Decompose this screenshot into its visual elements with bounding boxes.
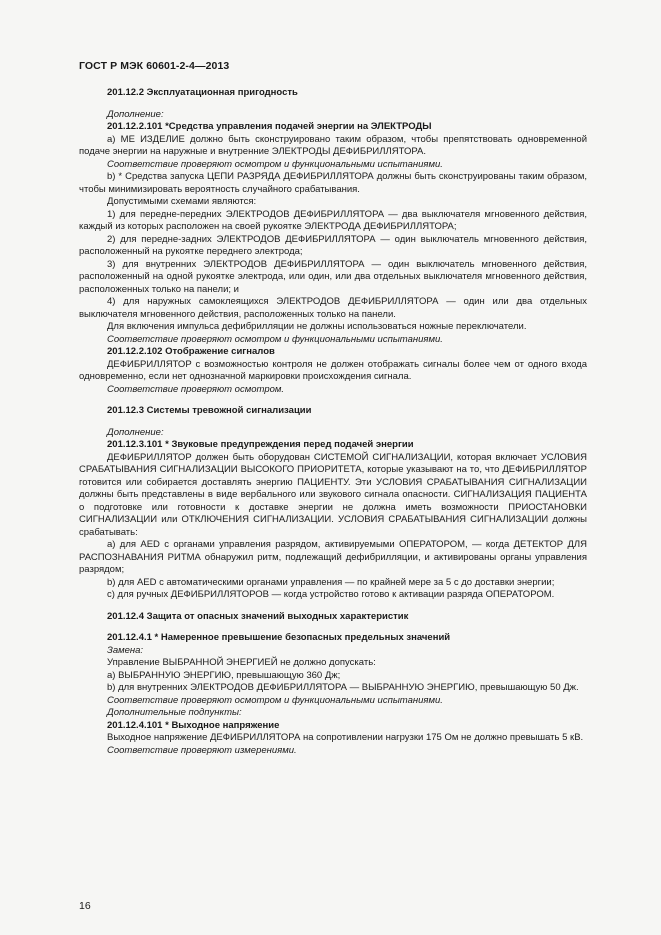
paragraph: Для включения импульса дефибрилляции не должны использоваться ножные переключатели.	[107, 321, 527, 332]
section-heading: 201.12.2.101 *Средства управления подачей энергии на ЭЛЕКТРОДЫ	[107, 121, 432, 132]
italic-note: Дополнение:	[107, 108, 164, 120]
section-heading: 201.12.2 Эксплуатационная пригодность	[107, 87, 298, 98]
document-header: ГОСТ Р МЭК 60601-2-4—2013	[79, 60, 230, 72]
paragraph: 3) для внутренних ЭЛЕКТРОДОВ ДЕФИБРИЛЛЯТОРА — один выключатель мгновенного действия, расположенный на одной рукоятке электрода, или один, или два отдельных выключателя мгновенного действия, расположенных только на панели; и	[79, 258, 587, 295]
italic-note: Соответствие проверяют осмотром и функциональными испытаниями.	[107, 158, 443, 170]
paragraph: Выходное напряжение ДЕФИБРИЛЛЯТОРА на сопротивлении нагрузки 175 Ом не должно превышать 5 кВ.	[107, 732, 584, 743]
paragraph: 4) для наружных самоклеящихся ЭЛЕКТРОДОВ ДЕФИБРИЛЛЯТОРА — один или два отдельных выключателя мгновенного действия, расположенных только на панели.	[79, 296, 587, 320]
paragraph: c) для ручных ДЕФИБРИЛЛЯТОРОВ — когда устройство готово к активации разряда ОПЕРАТОРОМ.	[107, 589, 555, 600]
paragraph: Допустимыми схемами являются:	[107, 196, 257, 207]
section-heading: 201.12.4 Защита от опасных значений выходных характеристик	[107, 610, 409, 622]
italic-note: Соответствие проверяют осмотром.	[107, 383, 285, 395]
paragraph: Управление ВЫБРАННОЙ ЭНЕРГИЕЙ не должно допускать:	[107, 657, 376, 668]
italic-note: Соответствие проверяют осмотром и функциональными испытаниями.	[107, 333, 443, 345]
section-heading: 201.12.2.102 Отображение сигналов	[107, 346, 275, 357]
section-heading: 201.12.3 Системы тревожной сигнализации	[107, 405, 312, 416]
section-heading: 201.12.3.101 * Звуковые предупреждения перед подачей энергии	[107, 439, 414, 450]
paragraph: а) МЕ ИЗДЕЛИЕ должно быть сконструировано таким образом, чтобы препятствовать одновременной подаче энергии на наружные и внутренние ЭЛЕКТРОДЫ ДЕФИБРИЛЛЯТОРА.	[79, 133, 587, 157]
paragraph: 2) для передне-задних ЭЛЕКТРОДОВ ДЕФИБРИЛЛЯТОРА — один выключатель мгновенного действия, расположенный на рукоятке переднего электрода;	[79, 233, 587, 257]
paragraph: ДЕФИБРИЛЛЯТОР с возможностью контроля не должен отображать сигналы более чем от одного входа одновременно, если нет однозначной маркировки происхождения сигнала.	[79, 358, 587, 382]
paragraph: b) для внутренних ЭЛЕКТРОДОВ ДЕФИБРИЛЛЯТОРА — ВЫБРАННУЮ ЭНЕРГИЮ, превышающую 50 Дж.	[107, 682, 579, 693]
paragraph: 1) для передне-передних ЭЛЕКТРОДОВ ДЕФИБРИЛЛЯТОРА — два выключателя мгновенного действия, каждый из которых расположен на своей рукоятке ЭЛЕКТРОДА ДЕФИБРИЛЛЯТОРА;	[79, 208, 587, 232]
italic-note: Замена:	[107, 644, 144, 656]
italic-note: Дополнительные подпункты:	[107, 707, 242, 718]
paragraph: b) * Средства запуска ЦЕПИ РАЗРЯДА ДЕФИБРИЛЛЯТОРА должны быть сконструированы таким образом, чтобы минимизировать вероятность случайного срабатывания.	[79, 171, 587, 195]
document-body	[79, 87, 587, 757]
italic-note: Дополнение:	[107, 426, 164, 438]
paragraph: ДЕФИБРИЛЛЯТОР должен быть оборудован СИСТЕМОЙ СИГНАЛИЗАЦИИ, которая включает УСЛОВИЯ СРАБАТЫВАНИЯ СИГНАЛИЗАЦИИ ВЫСОКОГО ПРИОРИТЕТА, которые указывают на то, что ДЕФИБРИЛЛЯТОР готовится или собирается доставлять энергию ПАЦИЕНТУ. Эти УСЛОВИЯ СРАБАТЫВАНИЯ СИГНАЛИЗАЦИИ должны быть представлены в виде вербального или звукового сигнала опасности. СИГНАЛИЗАЦИЯ ПАЦИЕНТА о подготовке или готовности к доставке энергии не должна иметь возможности ПРИОСТАНОВКИ СИГНАЛИЗАЦИИ или ОТКЛЮЧЕНИЯ СИГНАЛИЗАЦИИ. УСЛОВИЯ СРАБАТЫВАНИЯ СИГНАЛИЗАЦИИ должны срабатывать:	[79, 451, 587, 538]
paragraph: b) для AED с автоматическими органами управления — по крайней мере за 5 с до доставки энергии;	[107, 576, 555, 588]
section-heading: 201.12.4.1 * Намеренное превышение безопасных предельных значений	[107, 632, 451, 643]
paragraph: a) ВЫБРАННУЮ ЭНЕРГИЮ, превышающую 360 Дж;	[107, 669, 341, 681]
paragraph: a) для AED с органами управления разрядом, активируемыми ОПЕРАТОРОМ, — когда ДЕТЕКТОР ДЛЯ РАСПОЗНАВАНИЯ РИТМА обнаружил ритм, подлежащий дефибрилляции, и активированы органы управления разрядом;	[79, 539, 587, 575]
section-heading: 201.12.4.101 * Выходное напряжение	[107, 719, 280, 731]
italic-note: Соответствие проверяют измерениями.	[107, 744, 297, 756]
page-number: 16	[79, 900, 91, 912]
italic-note: Соответствие проверяют осмотром и функциональными испытаниями.	[107, 694, 443, 706]
